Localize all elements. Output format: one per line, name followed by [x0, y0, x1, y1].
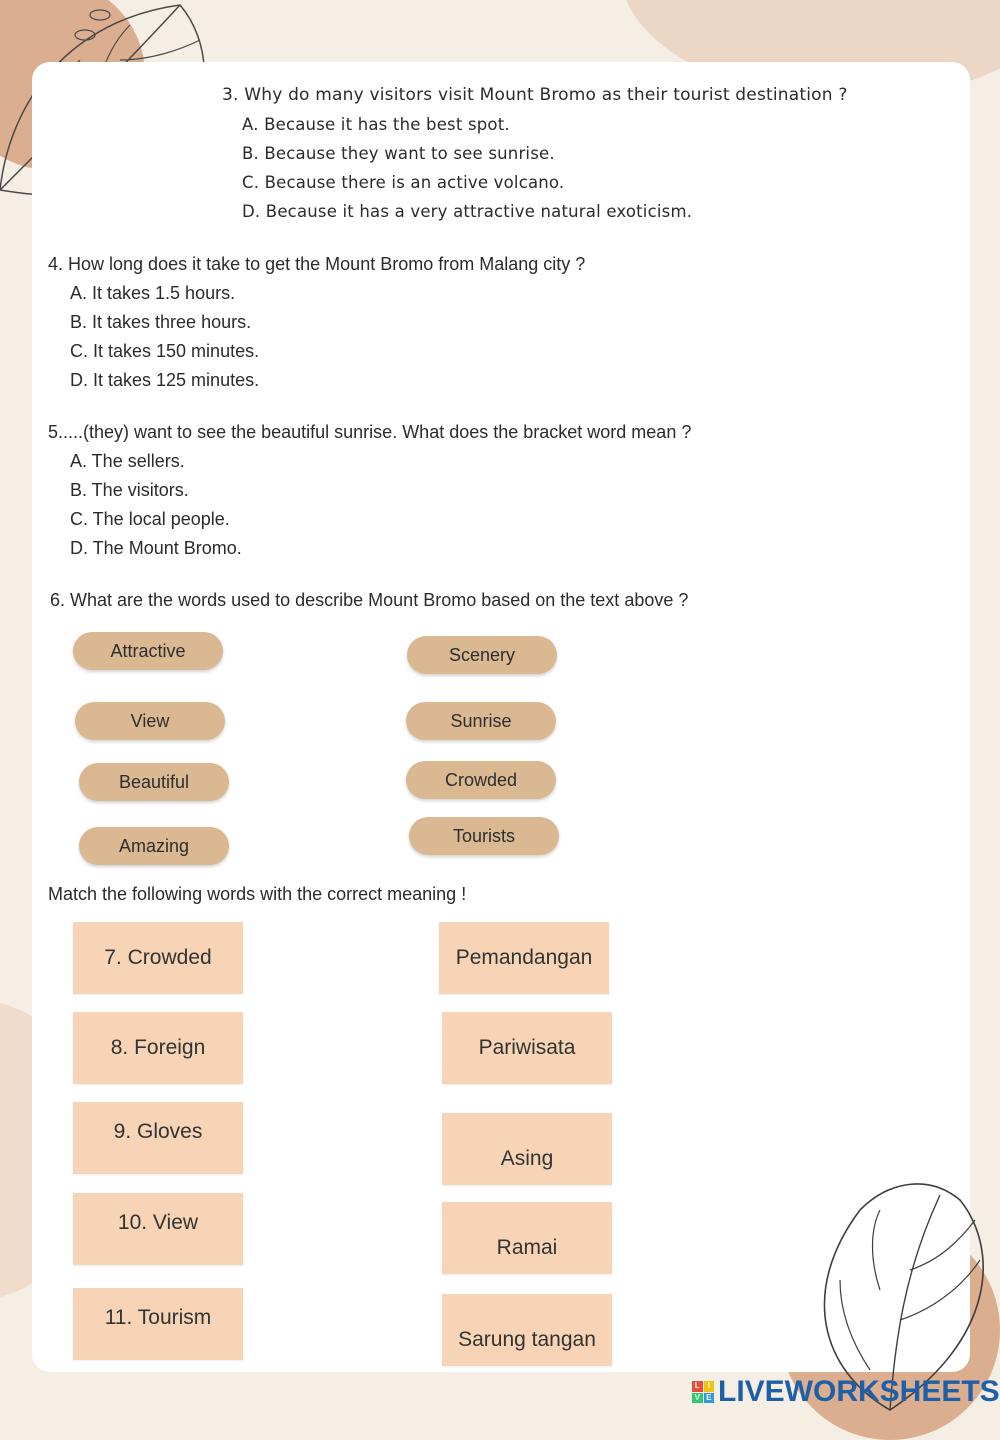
liveworksheets-logo[interactable]	[692, 1372, 1000, 1412]
question-5-option-c: C. The local people.	[70, 509, 230, 529]
question-5-option-a: A. The sellers.	[70, 451, 185, 471]
match-left-item[interactable]: 7. Crowded	[73, 922, 243, 994]
match-right-item[interactable]: Ramai	[442, 1202, 612, 1274]
word-pill-scenery[interactable]: Scenery	[407, 636, 557, 674]
question-5-option-d: D. The Mount Bromo.	[70, 538, 242, 558]
question-3-option-a: A. Because it has the best spot.	[242, 115, 510, 134]
question-3-option-b: B. Because they want to see sunrise.	[242, 144, 555, 163]
question-4-text: 4. How long does it take to get the Mount Bromo from Malang city ?	[48, 254, 586, 274]
question-3-text: 3. Why do many visitors visit Mount Bromo as their tourist destination ?	[222, 85, 848, 105]
question-4-option-c: C. It takes 150 minutes.	[70, 341, 260, 361]
match-left-item[interactable]: 9. Gloves	[73, 1102, 243, 1174]
word-pill-view[interactable]: View	[75, 702, 225, 740]
match-left-item[interactable]: 10. View	[73, 1193, 243, 1265]
question-5-text: 5.....(they) want to see the beautiful sunrise. What does the bracket word mean ?	[48, 422, 692, 442]
match-left-item[interactable]: 8. Foreign	[73, 1012, 243, 1084]
question-4-option-a: A. It takes 1.5 hours.	[70, 283, 236, 303]
match-right-item[interactable]: Pariwisata	[442, 1012, 612, 1084]
match-right-item[interactable]: Pemandangan	[439, 922, 609, 994]
liveworksheets-wordmark: LIVEWORKSHEETS	[718, 1375, 1000, 1408]
question-4-option-b: B. It takes three hours.	[70, 312, 252, 332]
word-pill-beautiful[interactable]: Beautiful	[79, 763, 229, 801]
match-right-item[interactable]: Asing	[442, 1113, 612, 1185]
word-pill-attractive[interactable]: Attractive	[73, 632, 223, 670]
question-3-option-d: D. Because it has a very attractive natural exoticism.	[242, 202, 693, 221]
question-5-option-b: B. The visitors.	[70, 480, 189, 500]
match-right-item[interactable]: Sarung tangan	[442, 1294, 612, 1366]
match-instruction: Match the following words with the correct meaning !	[48, 884, 467, 904]
word-pill-sunrise[interactable]: Sunrise	[406, 702, 556, 740]
word-pill-amazing[interactable]: Amazing	[79, 827, 229, 865]
match-left-item[interactable]: 11. Tourism	[73, 1288, 243, 1360]
liveworksheets-mark-icon: L I V E	[692, 1381, 714, 1403]
question-3-option-c: C. Because there is an active volcano.	[242, 173, 565, 192]
question-6-text: 6. What are the words used to describe Mount Bromo based on the text above ?	[50, 590, 689, 610]
question-4-option-d: D. It takes 125 minutes.	[70, 370, 260, 390]
word-pill-tourists[interactable]: Tourists	[409, 817, 559, 855]
word-pill-crowded[interactable]: Crowded	[406, 761, 556, 799]
